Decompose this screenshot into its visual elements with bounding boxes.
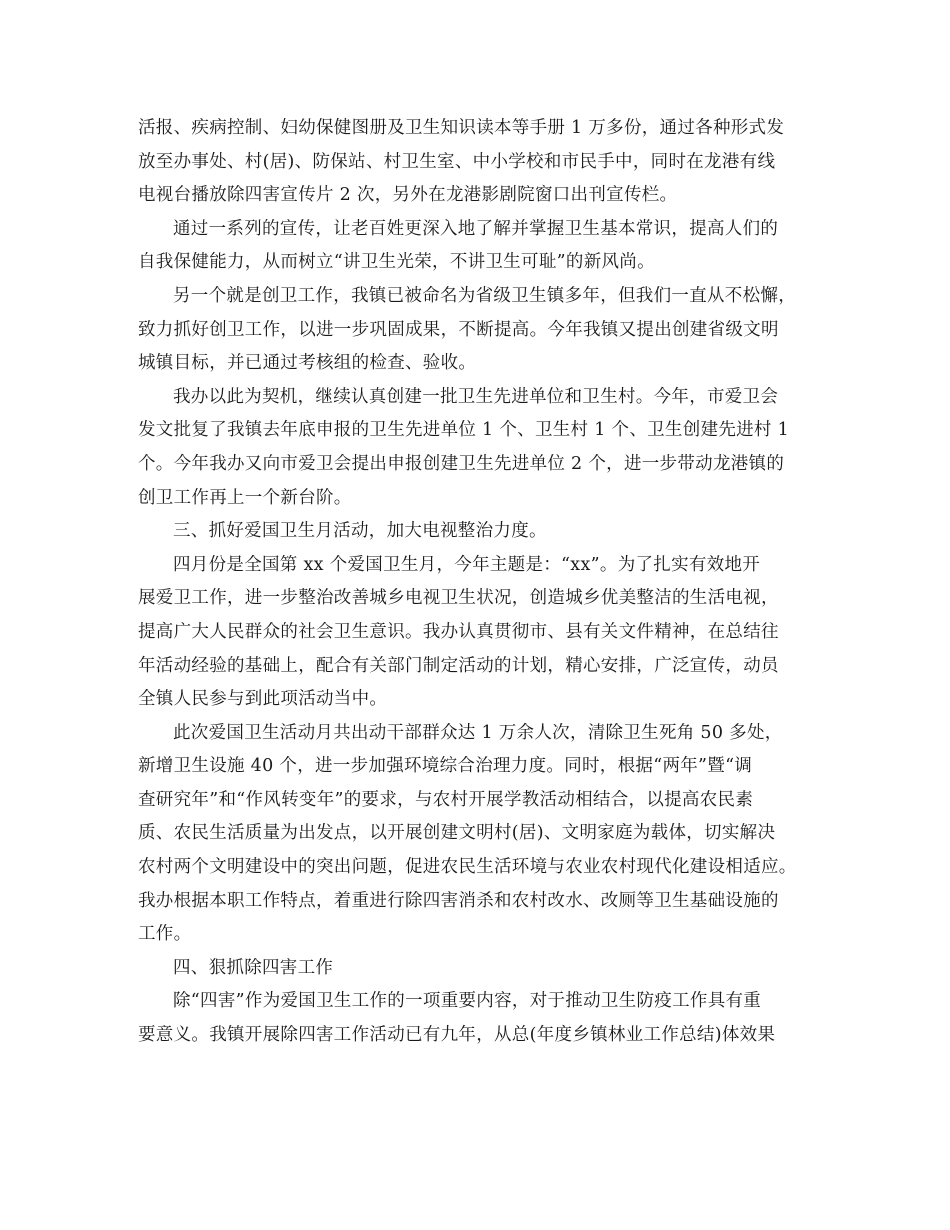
text-line: 另一个就是创卫工作，我镇已被命名为省级卫生镇多年，但我们一直从不松懈， bbox=[173, 285, 796, 306]
text-line: 我办根据本职工作特点，着重进行除四害消杀和农村改水、改厕等卫生基础设施的 bbox=[138, 890, 779, 911]
text-line: 创卫工作再上一个新台阶。 bbox=[138, 487, 352, 508]
text-line: 要意义。我镇开展除四害工作活动已有九年，从总(年度乡镇林业工作总结)体效果 bbox=[138, 1025, 776, 1046]
text-line: 放至办事处、村(居)、防保站、村卫生室、中小学校和市民手中，同时在龙港有线 bbox=[138, 151, 776, 172]
text-line: 我办以此为契机，继续认真创建一批卫生先进单位和卫生村。今年，市爱卫会 bbox=[173, 386, 779, 407]
text-line: 活报、疾病控制、妇幼保健图册及卫生知识读本等手册 1 万多份，通过各种形式发 bbox=[138, 118, 785, 138]
text-line: 四月份是全国第 xx 个爱国卫生月，今年主题是：“xx”。为了扎实有效地开 bbox=[173, 554, 761, 575]
text-line: 年活动经验的基础上，配合有关部门制定活动的计划，精心安排，广泛宣传，动员 bbox=[138, 655, 779, 676]
text-line: 发文批复了我镇去年底申报的卫生先进单位 1 个、卫生村 1 个、卫生创建先进村 1 bbox=[138, 420, 790, 441]
document-body bbox=[138, 112, 828, 1053]
text-line: 电视台播放除四害宣传片 2 次，另外在龙港影剧院窗口出刊宣传栏。 bbox=[138, 185, 678, 206]
text-line: 工作。 bbox=[138, 924, 192, 945]
text-line: 提高广大人民群众的社会卫生意识。我办认真贯彻市、县有关文件精神，在总结往 bbox=[138, 621, 779, 642]
text-line: 农村两个文明建设中的突出问题，促进农民生活环境与农业农村现代化建设相适应。 bbox=[138, 857, 797, 878]
text-line: 城镇目标，并已通过考核组的检查、验收。 bbox=[138, 353, 477, 374]
text-line: 全镇人民参与到此项活动当中。 bbox=[138, 689, 388, 710]
text-line: 自我保健能力，从而树立“讲卫生光荣，不讲卫生可耻”的新风尚。 bbox=[138, 252, 655, 273]
text-line: 此次爱国卫生活动月共出动干部群众达 1 万余人次，清除卫生死角 50 多处， bbox=[173, 722, 783, 743]
text-line: 三、抓好爱国卫生月活动，加大电视整治力度。 bbox=[173, 521, 547, 542]
text-line: 质、农民生活质量为出发点，以开展创建文明村(居)、文明家庭为载体，切实解决 bbox=[138, 823, 776, 844]
text-line: 四、狠抓除四害工作 bbox=[173, 957, 334, 978]
text-line: 除“四害”作为爱国卫生工作的一项重要内容，对于推动卫生防疫工作具有重 bbox=[173, 991, 762, 1012]
text-line: 新增卫生设施 40 个，进一步加强环境综合治理力度。同时，根据“两年”暨“调 bbox=[138, 756, 753, 777]
text-line: 个。今年我办又向市爱卫会提出申报创建卫生先进单位 2 个，进一步带动龙港镇的 bbox=[138, 453, 785, 474]
text-line: 致力抓好创卫工作，以进一步巩固成果，不断提高。今年我镇又提出创建省级文明 bbox=[138, 319, 779, 340]
text-line: 查研究年”和“作风转变年”的要求，与农村开展学教活动相结合，以提高农民素 bbox=[138, 789, 754, 810]
text-line: 通过一系列的宣传，让老百姓更深入地了解并掌握卫生基本常识，提高人们的 bbox=[173, 218, 779, 239]
text-line: 展爱卫工作，进一步整治改善城乡电视卫生状况，创造城乡优美整洁的生活电视， bbox=[138, 588, 779, 609]
